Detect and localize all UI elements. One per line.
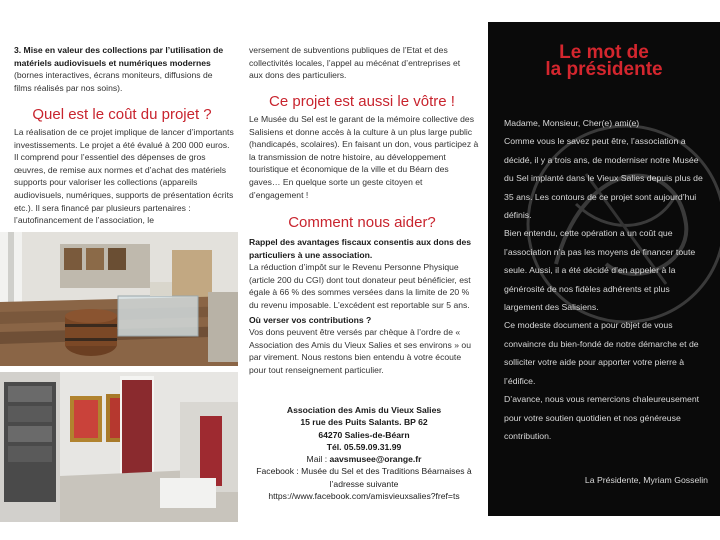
where-title: Où verser vos contributions ? [249,314,372,325]
contact-city: 64270 Salies-de-Béarn [318,429,410,440]
museum-render-photo-1 [0,232,238,366]
president-letter: Madame, Monsieur, Cher(e) ami(e) Comme vous le savez peut être, l’association a décidé, il y a trois ans, de moderniser notre Musée du Sel implanté dans le Vieux Salies depuis plus de 35 ans. Les contours de ce projet sont aujourd’hui définis. Bien entendu, cette opération a un coût que l’association n’a pas les moyens de financer toute seule. Aussi, il a été décidé d’en appeler à la générosité de nos fidèles adhérents et plus largement des Salisiens. Ce modeste document a pour objet de vous convaincre du bien-fondé de notre démarche et de solliciter votre aide pour apporter votre pierre à l’édifice. D’avance, nous vous remercions chaleureusement pour votre soutien quotidien et nos généreuse contribution. [504,118,703,441]
contact-url-link[interactable]: https://www.facebook.com/amisvieuxsalies?fref=ts [268,491,460,502]
contact-facebook: Facebook : Musée du Sel et des Traditions Béarnaises à l’adresse suivante [256,466,472,489]
president-title [488,44,720,78]
museum-render-photo-2 [0,372,238,522]
cost-text: La réalisation de ce projet implique de lancer d’importants investissements. Le projet a été évalué à 200 000 euros. Il comprend pour l’essentiel des dépenses de gros œuvres, de remise aux normes et d’achat des matériels supports pour valoriser les collections (appareils audiovisuels, numériques, supports de présentation écrits etc.). Il sera financé par plusieurs partenaires : l’autofinancement de l’association, le [14,127,234,226]
project-text: Le Musée du Sel est le garant de la mémoire collective des Salisiens et donne accès à la culture à un plus large public (handicapés, scolaires). En faisant un don, vous participez à la transmission de notre histoire, au développement touristique et économique de la ville et du Béarn des gaves… En quelque sorte un geste citoyen et d’engagement ! [249,114,479,200]
help-block [249,236,479,377]
project-heading: Ce projet est aussi le vôtre ! [269,93,455,110]
cost-heading: Quel est le coût du projet ? [32,106,212,123]
tax-title: Rappel des avantages fiscaux consentis aux dons des particuliers à une association. [249,237,472,260]
item3-title: 3. Mise en valeur des collections par l’utilisation de matériels audiovisuels et numériques modernes [14,45,224,68]
president-title-line2: la présidente [545,59,663,80]
contact-mail-link[interactable]: aavsmusee@orange.fr [329,454,422,465]
museum-interior-image [0,232,238,366]
exhibition-room-image [0,372,238,522]
president-title-line1: Le mot de [559,42,649,63]
president-signature: La Présidente, Myriam Gosselin [584,475,708,485]
contact-mail-label: Mail : [306,454,330,465]
continued-text: versement de subventions publiques de l’Etat et des collectivités locales, l’appel au mécénat d’entreprises et aux dons des particuliers. [249,45,461,81]
contact-street: 15 rue des Puits Salants. BP 62 [300,417,428,428]
where-text: Vos dons peuvent être versés par chèque à l’ordre de « Association des Amis du Vieux Salies et ses environs » ou par virement. Nous restons bien entendu à votre écoute pour tout renseignement particulier. [249,327,471,375]
president-panel [488,22,720,516]
item3-block [14,44,230,94]
contact-mail-line [249,453,479,465]
contact-org: Association des Amis du Vieux Salies [286,405,442,415]
help-heading: Comment nous aider? [288,214,436,231]
contact-phone: Tél. 05.59.09.31.99 [326,441,402,452]
middle-column [245,0,487,540]
contact-block [249,404,479,502]
item3-text: (bornes interactives, écrans moniteurs, diffusions de films réalisés par nos soins). [14,70,213,93]
tax-text: La réduction d’impôt sur le Revenu Personne Physique (article 200 du CGI) dont tout donateur peut bénéficier, est égale à 66 % des sommes versées dans la limite de 20 % du revenu imposable. L’excédent est reportable sur 5 ans. [249,262,471,310]
left-column [0,0,245,540]
